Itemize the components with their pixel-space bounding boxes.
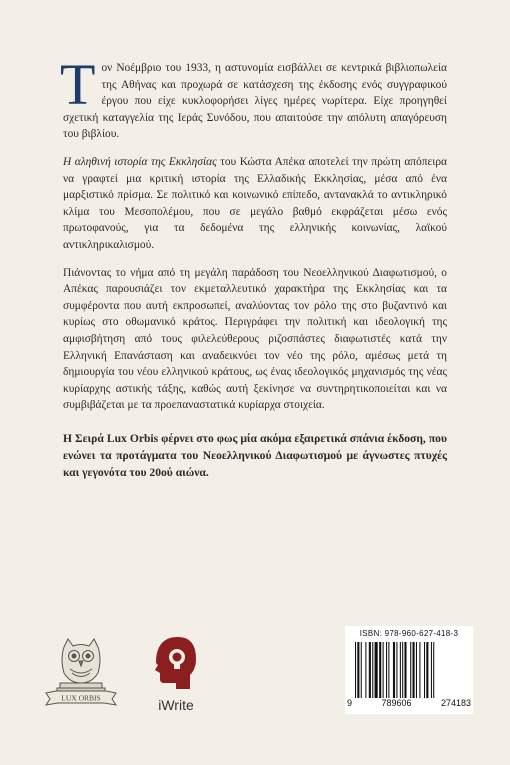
barcode-bar [431, 642, 432, 698]
paragraph-1 [60, 52, 447, 143]
barcode-bar [413, 642, 415, 698]
barcode-bar [388, 642, 389, 698]
barcode-digits-left: 789606 [381, 698, 412, 708]
barcode-digits-right: 274183 [440, 698, 471, 708]
barcode-bar [379, 642, 381, 698]
barcode-bar [396, 642, 397, 698]
barcode [353, 642, 465, 698]
blurb-text [60, 52, 447, 492]
paragraph-2-text: του Κώστα Απέκα αποτελεί την πρώτη απόπειρα να γραφτεί μια κριτική ιστορία της Ελλαδικής Εκκλησίας, μέσα από ένα μαρξιστικό πρίσμα. Σε πολιτικό και κοινωνικό επίπεδο, αντανακλά το αντικληρικό κλίμα του Μεσοπολέμου, που σε μεγάλο βαθμό εκφράζεται μέσω ενός πρωτοφανούς, για τα δεδομένα της ελληνικής κοινωνίας, λαϊκού αντικληρικαλισμού. [63, 155, 447, 251]
paragraph-2 [63, 154, 447, 254]
barcode-bar [433, 642, 434, 698]
barcode-bar [404, 642, 406, 698]
barcode-bar [400, 642, 401, 698]
lux-orbis-logo-text: LUX ORBIS [61, 693, 101, 703]
barcode-bar [393, 642, 395, 698]
isbn-barcode-box [345, 626, 473, 714]
series-promo: Η Σειρά Lux Orbis φέρνει στο φως μία ακόμα εξαιρετικά σπάνια έκδοση, που ενώνει τα προτάγματα του Νεοελληνικού Διαφωτισμού με άγνωστες πτυχές και γεγονότα του 20ού αιώνα. [63, 431, 447, 479]
barcode-bar [426, 642, 428, 698]
barcode-bar [424, 642, 425, 698]
barcode-bar [355, 642, 356, 698]
barcode-bar [410, 642, 411, 698]
paragraph-1-text: ον Νοέμβριο του 1933, η αστυνομία εισβάλλει σε κεντρικά βιβλιοπωλεία της Αθήνας και προχωρά σε κατάσχεση της έκδοσης ενός συγγραφικού έργου που είχε κυκλοφορήσει λίγες ημέρες νωρίτερα. Είχε προηγηθεί σχετική καταγγελία της Ιεράς Συνόδου, που απαιτούσε την απόλυτη απαγόρευση του βιβλίου. [63, 62, 447, 141]
lux-orbis-owl-logo [40, 633, 122, 713]
barcode-bar [372, 642, 373, 698]
barcode-bar [369, 642, 371, 698]
barcode-bar [375, 642, 378, 698]
barcode-bar [386, 642, 387, 698]
barcode-bar [365, 642, 366, 698]
barcode-bar [416, 642, 417, 698]
paragraph-3: Πιάνοντας το νήμα από τη μεγάλη παράδοση του Νεοελληνικού Διαφωτισμού, ο Απέκας παρουσιάζει τον εκμεταλλευτικό χαρακτήρα της Εκκλησίας και τα συμφέροντα που αυτή εκπροσωπεί, αναλύοντας τον ρόλο της στο βυζαντινό και κυρίως στο οθωμανικό κράτος. Περιγράφει την πολιτική και ιδεολογική της αμφισβήτηση από τους φιλελεύθερους ριζοσπάστες διαφωτιστές κατά την Ελληνική Επανάσταση και αναδεικνύει τον νέο της ρόλο, αμέσως μετά τη δημιουργία του νέου ελληνικού κράτους, ως ένας ιδεολογικός μηχανισμός της νέας κυρίαρχης αστικής τάξης, καθώς αυτή ξεκίνησε να συντηρητικοποιείται και να συμβιβάζεται με τα προεπαναστατικά κυρίαρχα στοιχεία. [63, 266, 447, 412]
iwrite-label: iWrite [158, 697, 194, 713]
barcode-bar [402, 642, 403, 698]
book-title-italic: Η αληθινή ιστορία της Εκκλησίας [63, 155, 217, 168]
barcode-bar [419, 642, 420, 698]
barcode-bar [361, 642, 362, 698]
barcode-bar [383, 642, 384, 698]
barcode-bar [357, 642, 359, 698]
barcode-digits [347, 698, 471, 708]
isbn-text: ISBN: 978-960-627-418-3 [359, 629, 459, 638]
drop-cap: Τ [60, 52, 96, 117]
barcode-digit-lead: 9 [347, 698, 353, 708]
